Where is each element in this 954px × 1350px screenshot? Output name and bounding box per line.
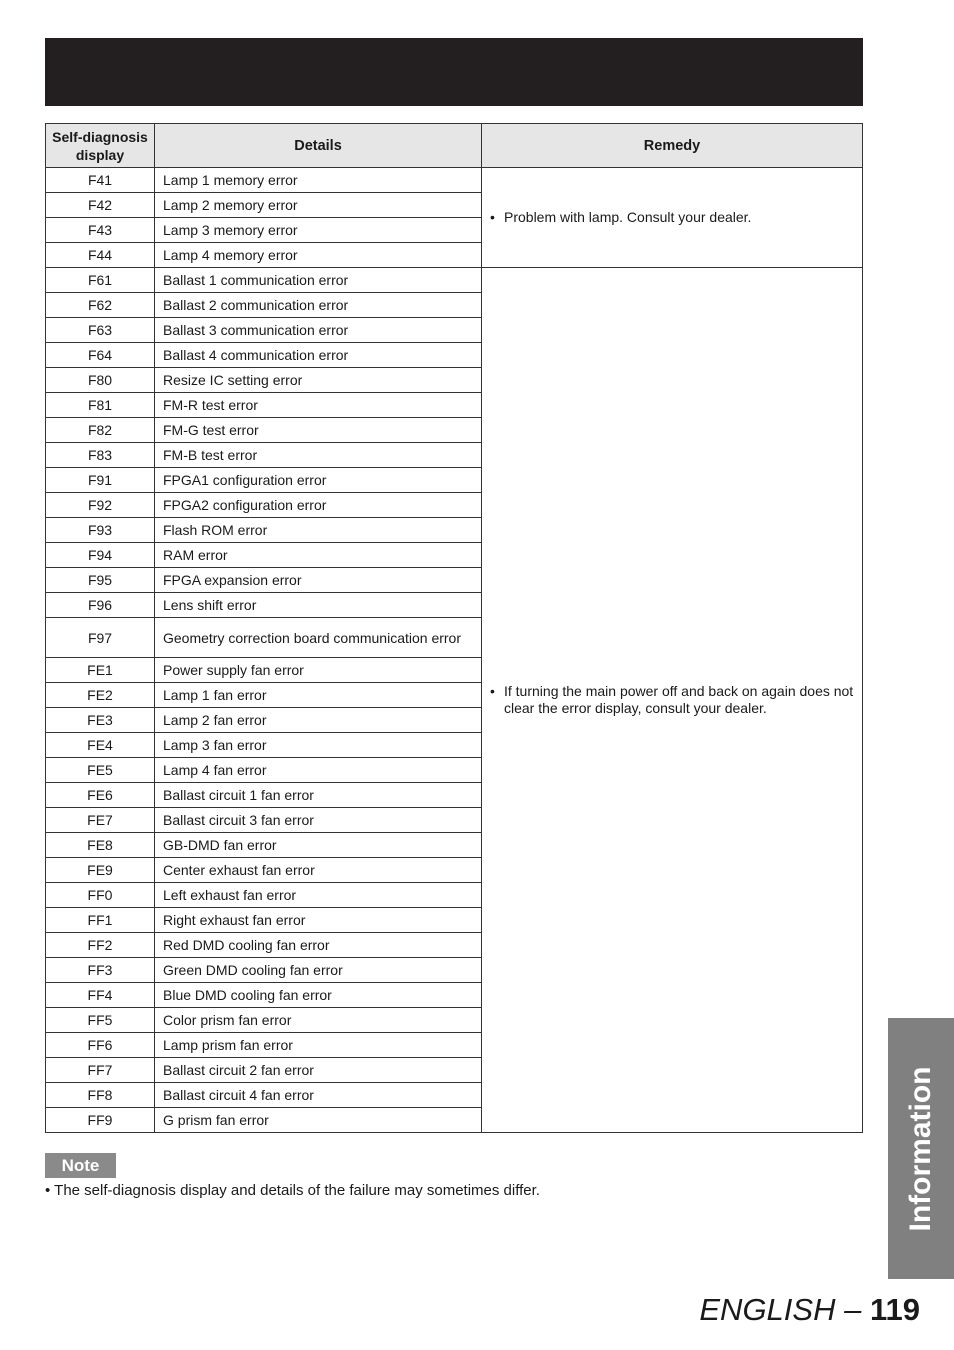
cell-code: F44	[46, 243, 155, 268]
cell-code: FE1	[46, 658, 155, 683]
cell-detail: Ballast circuit 1 fan error	[155, 783, 482, 808]
cell-detail: Lamp prism fan error	[155, 1033, 482, 1058]
cell-code: F94	[46, 543, 155, 568]
cell-code: F61	[46, 268, 155, 293]
cell-code: FF0	[46, 883, 155, 908]
cell-code: F93	[46, 518, 155, 543]
cell-detail: Ballast circuit 3 fan error	[155, 808, 482, 833]
cell-detail: G prism fan error	[155, 1108, 482, 1133]
cell-code: F91	[46, 468, 155, 493]
cell-code: F42	[46, 193, 155, 218]
cell-detail: Ballast circuit 4 fan error	[155, 1083, 482, 1108]
page-number: 119	[869, 1292, 920, 1327]
cell-code: FF3	[46, 958, 155, 983]
cell-code: FF4	[46, 983, 155, 1008]
cell-code: F83	[46, 443, 155, 468]
cell-detail: Left exhaust fan error	[155, 883, 482, 908]
cell-code: F63	[46, 318, 155, 343]
remedy-item	[490, 683, 854, 717]
cell-code: F96	[46, 593, 155, 618]
remedy-text: If turning the main power off and back on again does not clear the error display, consult your dealer.	[504, 683, 854, 716]
cell-code: F95	[46, 568, 155, 593]
cell-code: FF5	[46, 1008, 155, 1033]
cell-detail: Power supply fan error	[155, 658, 482, 683]
footer-language: ENGLISH	[699, 1292, 836, 1327]
cell-detail: Resize IC setting error	[155, 368, 482, 393]
cell-detail: RAM error	[155, 543, 482, 568]
cell-code: F97	[46, 618, 155, 658]
page-footer	[699, 1292, 920, 1328]
cell-detail: FPGA1 configuration error	[155, 468, 482, 493]
cell-detail: GB-DMD fan error	[155, 833, 482, 858]
cell-code: FF2	[46, 933, 155, 958]
cell-code: FF8	[46, 1083, 155, 1108]
cell-detail: Lamp 4 memory error	[155, 243, 482, 268]
table-row	[46, 268, 863, 293]
cell-detail: Blue DMD cooling fan error	[155, 983, 482, 1008]
cell-code: FF9	[46, 1108, 155, 1133]
note-bullet: •	[45, 1182, 51, 1199]
cell-code: F80	[46, 368, 155, 393]
cell-code: FE3	[46, 708, 155, 733]
table-row	[46, 168, 863, 193]
remedy-text: Problem with lamp. Consult your dealer.	[504, 209, 752, 225]
cell-code: F92	[46, 493, 155, 518]
cell-detail: FM-R test error	[155, 393, 482, 418]
cell-detail: Ballast circuit 2 fan error	[155, 1058, 482, 1083]
header-remedy: Remedy	[482, 124, 863, 168]
cell-code: F82	[46, 418, 155, 443]
remedy-bullet: •	[490, 683, 495, 699]
cell-code: FE5	[46, 758, 155, 783]
remedy-bullet: •	[490, 209, 495, 225]
cell-code: FE8	[46, 833, 155, 858]
cell-detail: Lamp 4 fan error	[155, 758, 482, 783]
cell-code: F64	[46, 343, 155, 368]
footer-separator: –	[844, 1292, 862, 1327]
cell-detail: Lamp 3 fan error	[155, 733, 482, 758]
cell-detail: Ballast 2 communication error	[155, 293, 482, 318]
side-tab-label: Information	[904, 1066, 937, 1231]
cell-code: F62	[46, 293, 155, 318]
cell-code: FE2	[46, 683, 155, 708]
self-diagnosis-table	[45, 123, 863, 1133]
header-band	[45, 38, 863, 106]
cell-detail: Ballast 4 communication error	[155, 343, 482, 368]
cell-detail: FM-G test error	[155, 418, 482, 443]
cell-remedy	[482, 268, 863, 1133]
cell-detail: Lens shift error	[155, 593, 482, 618]
cell-detail: FPGA2 configuration error	[155, 493, 482, 518]
cell-code: FF1	[46, 908, 155, 933]
note-body: The self-diagnosis display and details of the failure may sometimes differ.	[54, 1182, 540, 1199]
cell-detail: Right exhaust fan error	[155, 908, 482, 933]
cell-remedy	[482, 168, 863, 268]
cell-detail: Geometry correction board communication error	[155, 618, 482, 658]
table-body	[46, 168, 863, 1133]
cell-code: F41	[46, 168, 155, 193]
cell-detail: Green DMD cooling fan error	[155, 958, 482, 983]
note-label: Note	[45, 1153, 116, 1178]
table-header-row	[46, 124, 863, 168]
cell-detail: Lamp 2 memory error	[155, 193, 482, 218]
side-tab	[888, 1018, 954, 1279]
cell-code: F43	[46, 218, 155, 243]
cell-code: F81	[46, 393, 155, 418]
cell-detail: Color prism fan error	[155, 1008, 482, 1033]
cell-code: FF6	[46, 1033, 155, 1058]
cell-detail: Lamp 2 fan error	[155, 708, 482, 733]
header-self-diagnosis: Self-diagnosis display	[46, 124, 155, 168]
note-text	[45, 1182, 540, 1199]
cell-detail: FM-B test error	[155, 443, 482, 468]
remedy-item	[490, 209, 854, 226]
cell-detail: Lamp 3 memory error	[155, 218, 482, 243]
cell-code: FE4	[46, 733, 155, 758]
header-details: Details	[155, 124, 482, 168]
cell-detail: Ballast 3 communication error	[155, 318, 482, 343]
cell-detail: Ballast 1 communication error	[155, 268, 482, 293]
cell-code: FE7	[46, 808, 155, 833]
cell-detail: Flash ROM error	[155, 518, 482, 543]
cell-code: FE6	[46, 783, 155, 808]
cell-detail: Center exhaust fan error	[155, 858, 482, 883]
cell-code: FE9	[46, 858, 155, 883]
cell-code: FF7	[46, 1058, 155, 1083]
cell-detail: FPGA expansion error	[155, 568, 482, 593]
cell-detail: Red DMD cooling fan error	[155, 933, 482, 958]
cell-detail: Lamp 1 memory error	[155, 168, 482, 193]
cell-detail: Lamp 1 fan error	[155, 683, 482, 708]
